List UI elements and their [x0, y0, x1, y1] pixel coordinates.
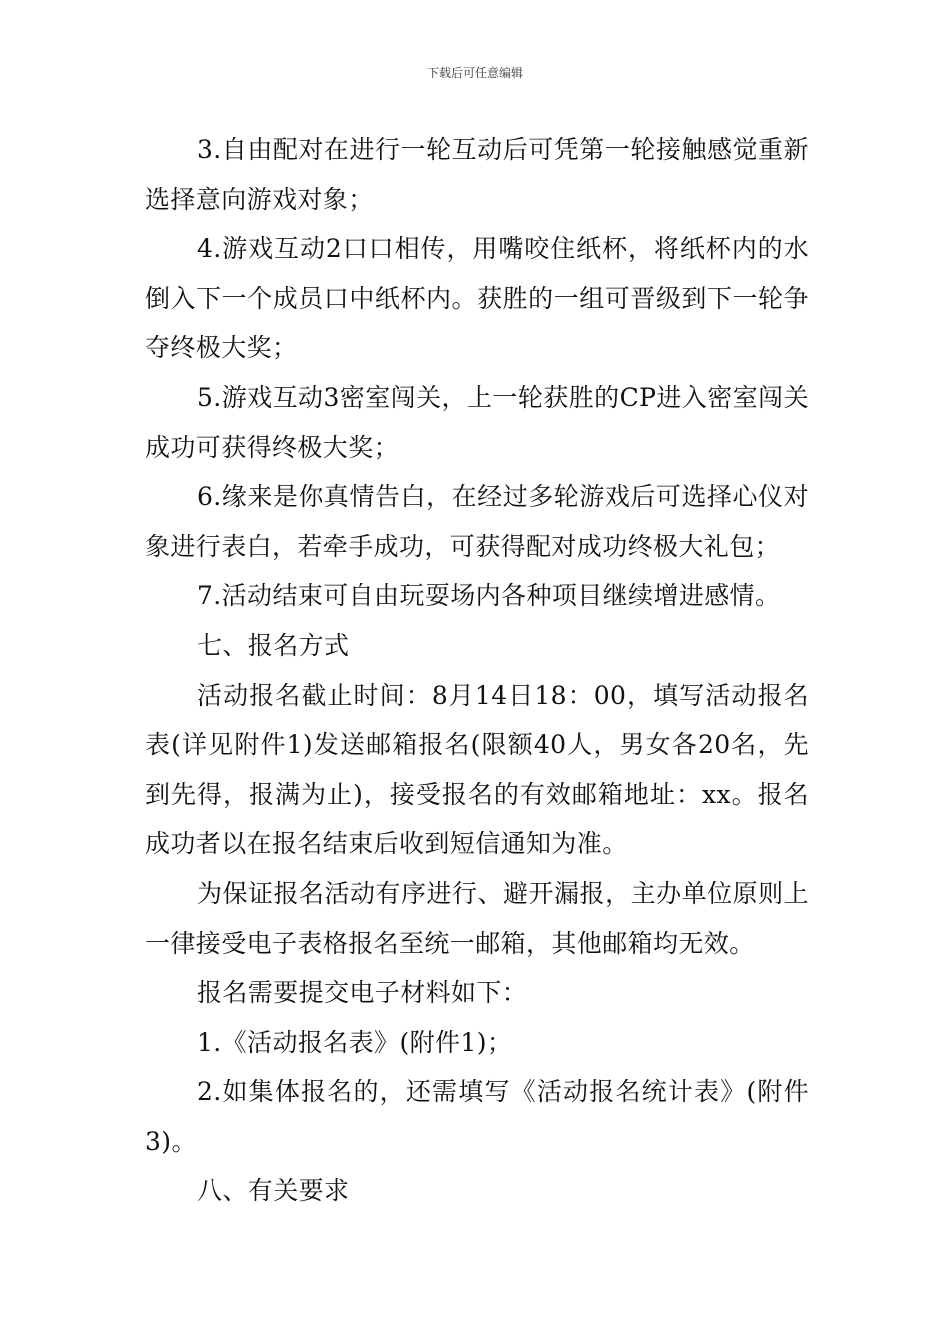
rule-item-6: 6.缘来是你真情告白，在经过多轮游戏后可选择心仪对象进行表白，若牵手成功，可获得配对成功终极大礼包； — [145, 482, 809, 561]
page-header: 下载后可任意编辑 — [426, 66, 523, 80]
rule-item-4: 4.游戏互动2口口相传，用嘴咬住纸杯，将纸杯内的水倒入下一个成员口中纸杯内。获胜的一组可晋级到下一轮争夺终极大奖； — [145, 234, 809, 363]
material-item-2: 2.如集体报名的，还需填写《活动报名统计表》(附件3)。 — [145, 1077, 809, 1156]
materials-intro: 报名需要提交电子材料如下： — [197, 978, 528, 1008]
registration-order-paragraph: 为保证报名活动有序进行、避开漏报，主办单位原则上一律接受电子表格报名至统一邮箱，其他邮箱均无效。 — [145, 878, 809, 958]
section-heading-requirements: 八、有关要求 — [197, 1176, 350, 1206]
rule-item-7: 7.活动结束可自由玩耍场内各种项目继续增进感情。 — [197, 581, 781, 611]
registration-deadline-paragraph: 活动报名截止时间：8月14日18：00，填写活动报名表(详见附件1)发送邮箱报名(限额40人，男女各20名，先到先得，报满为止)，接受报名的有效邮箱地址：xx。报名成功者以在报名结束后收到短信通知为准。 — [145, 680, 809, 859]
section-heading-registration: 七、报名方式 — [197, 630, 350, 660]
rule-item-5: 5.游戏互动3密室闯关，上一轮获胜的CP进入密室闯关成功可获得终极大奖； — [145, 382, 809, 462]
document-body — [145, 125, 809, 1216]
rule-item-3: 3.自由配对在进行一轮互动后可凭第一轮接触感觉重新选择意向游戏对象； — [145, 135, 809, 214]
material-item-1: 1.《活动报名表》(附件1)； — [197, 1027, 513, 1057]
